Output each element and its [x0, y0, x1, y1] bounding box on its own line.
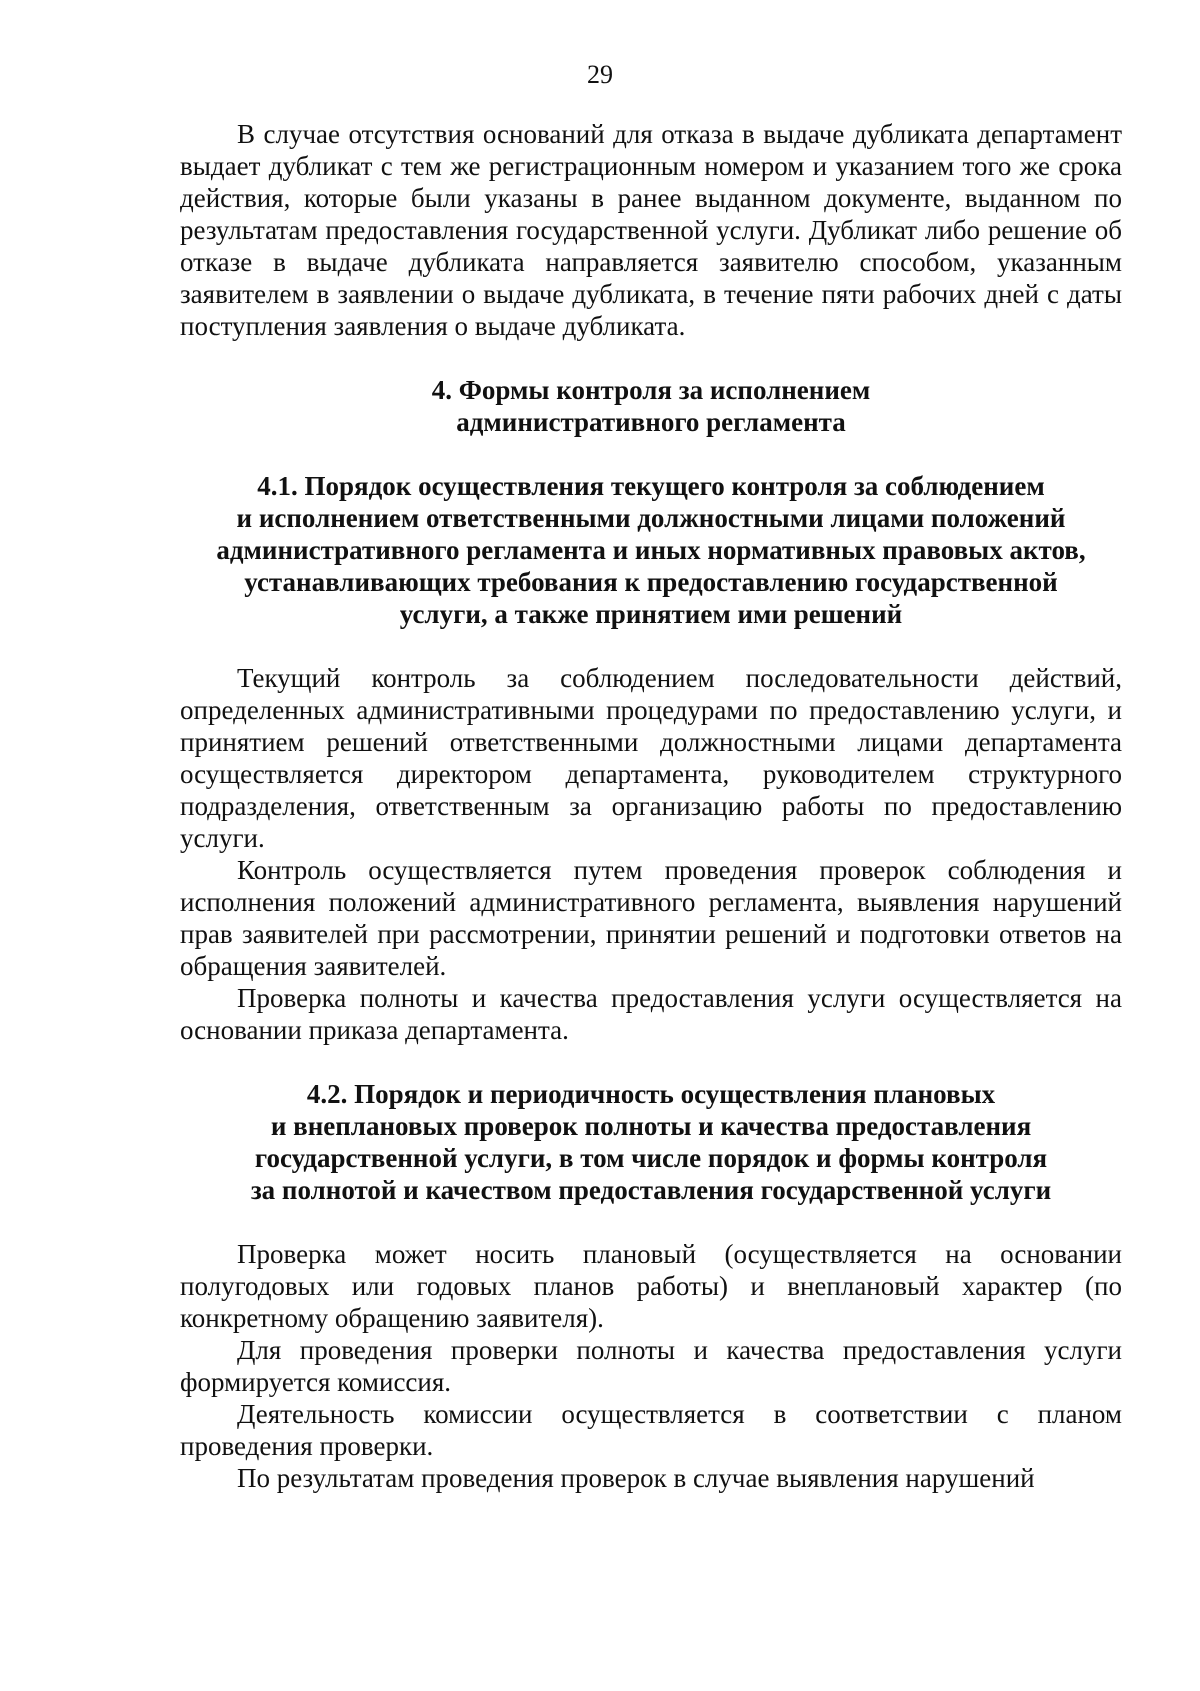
section-4-2-heading-line: и внеплановых проверок полноты и качества предоставления: [270, 1111, 1032, 1141]
page-number: 29: [587, 60, 613, 89]
section-4-2-heading-line: государственной услуги, в том числе порядок и формы контроля: [254, 1143, 1048, 1173]
section-4-heading-line: административного регламента: [456, 407, 846, 437]
section-4-2-heading-line: за полнотой и качеством предоставления государственной услуги: [250, 1175, 1052, 1205]
intro-paragraph: В случае отсутствия оснований для отказа в выдаче дубликата департамент выдает дубликат с тем же регистрационным номером и указанием того же срока действия, которые были указаны в ранее выданном документе, выданном по результатам предоставления государственной услуги. Дубликат либо решение об отказе в выдаче дубликата направляется заявителю способом, указанным заявителем в заявлении о выдаче дубликата, в течение пяти рабочих дней с даты поступления заявления о выдаче дубликата.: [180, 119, 1122, 341]
section-4-1-heading-line: и исполнением ответственными должностными лицами положений: [236, 503, 1066, 533]
section-4-heading: [180, 374, 1122, 438]
section-4-2-heading: [180, 1078, 1122, 1206]
section-4-1-heading-line: 4.1. Порядок осуществления текущего контроля за соблюдением: [257, 471, 1045, 501]
spacer: [180, 1206, 1122, 1238]
section-4-heading-line: 4. Формы контроля за исполнением: [431, 375, 871, 405]
section-4-2-paragraph: По результатам проведения проверок в случае выявления нарушений: [237, 1463, 1035, 1493]
section-4-2-heading-line: 4.2. Порядок и периодичность осуществления плановых: [306, 1079, 996, 1109]
section-4-1-paragraph: Проверка полноты и качества предоставления услуги осуществляется на основании приказа департамента.: [180, 983, 1122, 1045]
section-4-1-paragraph: Текущий контроль за соблюдением последовательности действий, определенных административными процедурами по предоставлению услуги, и принятием решений ответственными должностными лицами департамента осуществляется директором департамента, руководителем структурного подразделения, ответственным за организацию работы по предоставлению услуги.: [180, 663, 1122, 853]
section-4-2-paragraph: Проверка может носить плановый (осуществляется на основании полугодовых или годовых планов работы) и внеплановый характер (по конкретному обращению заявителя).: [180, 1239, 1122, 1333]
section-4-2-paragraph: Деятельность комиссии осуществляется в соответствии с планом проведения проверки.: [180, 1399, 1122, 1461]
section-4-1-heading-line: услуги, а также принятием ими решений: [399, 599, 903, 629]
section-4-2-paragraph: Для проведения проверки полноты и качества предоставления услуги формируется комиссия.: [180, 1335, 1122, 1397]
spacer: [180, 1046, 1122, 1078]
spacer: [180, 438, 1122, 470]
section-4-1-heading-line: устанавливающих требования к предоставлению государственной: [244, 567, 1058, 597]
spacer: [180, 342, 1122, 374]
page-content: [180, 118, 1122, 1494]
section-4-1-heading: [180, 470, 1122, 630]
section-4-1-heading-line: административного регламента и иных нормативных правовых актов,: [216, 535, 1086, 565]
spacer: [180, 630, 1122, 662]
section-4-1-paragraph: Контроль осуществляется путем проведения проверок соблюдения и исполнения положений административного регламента, выявления нарушений прав заявителей при рассмотрении, принятии решений и подготовки ответов на обращения заявителей.: [180, 855, 1122, 981]
